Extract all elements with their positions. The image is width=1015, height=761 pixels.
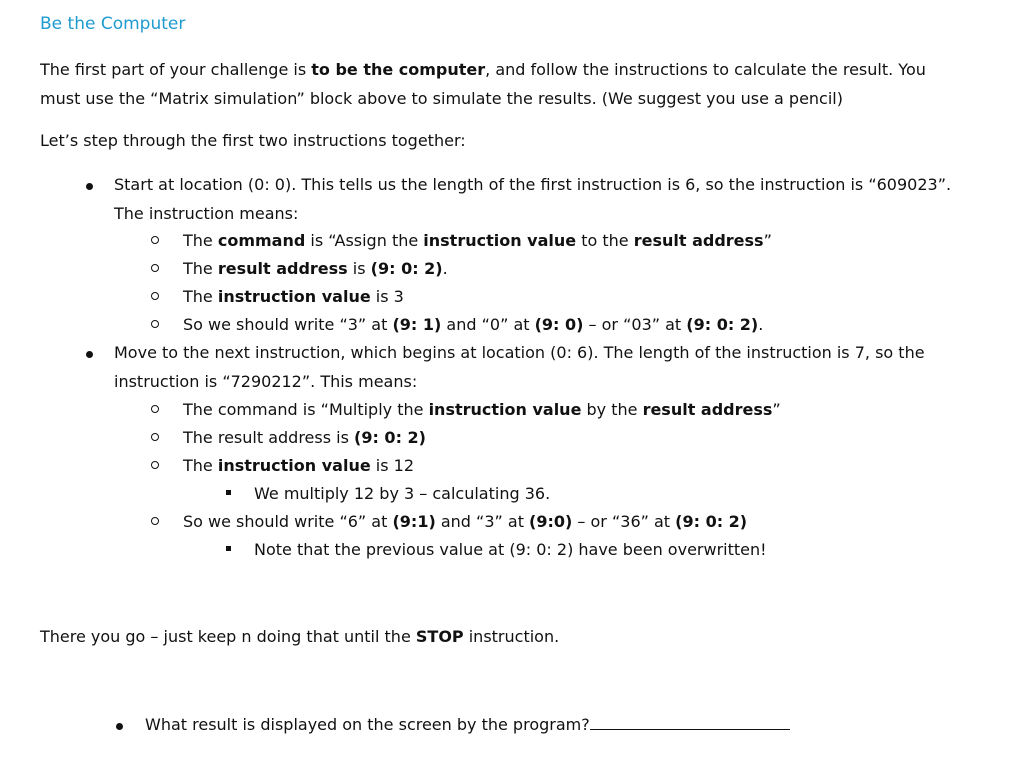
question-line [145, 714, 790, 736]
step2-line-1: Move to the next instruction, which begins at location (0: 6). The length of the instruction is 7, so the [114, 343, 925, 362]
step1-sub-3: The instruction value is 3 [183, 287, 404, 306]
intro-line-2: must use the “Matrix simulation” block above to simulate the results. (We suggest you use a pencil) [40, 89, 843, 108]
intro-line-1: The first part of your challenge is to be the computer, and follow the instructions to calculate the result. You [40, 60, 926, 79]
page-title: Be the Computer [40, 14, 186, 34]
bullet-icon [86, 351, 93, 358]
question-text: What result is displayed on the screen by the program? [145, 715, 590, 734]
step2-line-2: instruction is “7290212”. This means: [114, 372, 418, 391]
circle-bullet-icon [151, 264, 159, 272]
circle-bullet-icon [151, 433, 159, 441]
step1-sub-4: So we should write “3” at (9: 1) and “0” at (9: 0) – or “03” at (9: 0: 2). [183, 315, 764, 334]
step2-sub-1: The command is “Multiply the instruction value by the result address” [183, 400, 781, 419]
circle-bullet-icon [151, 461, 159, 469]
bullet-icon [116, 723, 123, 730]
step1-sub-1: The command is “Assign the instruction value to the result address” [183, 231, 772, 250]
step1-line-1: Start at location (0: 0). This tells us the length of the first instruction is 6, so the instruction is “609023”. [114, 175, 952, 194]
step2-sub-3: The instruction value is 12 [183, 456, 415, 475]
square-bullet-icon [226, 490, 231, 495]
outro-text: There you go – just keep n doing that until the STOP instruction. [40, 627, 560, 646]
step2-sub-2: The result address is (9: 0: 2) [183, 428, 426, 447]
bullet-icon [86, 183, 93, 190]
step-intro: Let’s step through the first two instructions together: [40, 131, 466, 150]
circle-bullet-icon [151, 236, 159, 244]
step2-sub-4-detail: Note that the previous value at (9: 0: 2) have been overwritten! [254, 540, 767, 559]
step2-sub-3-detail: We multiply 12 by 3 – calculating 36. [254, 484, 551, 503]
step1-line-2: The instruction means: [114, 204, 299, 223]
circle-bullet-icon [151, 517, 159, 525]
circle-bullet-icon [151, 292, 159, 300]
circle-bullet-icon [151, 405, 159, 413]
circle-bullet-icon [151, 320, 159, 328]
answer-blank[interactable] [590, 715, 790, 730]
step1-sub-2: The result address is (9: 0: 2). [183, 259, 448, 278]
square-bullet-icon [226, 546, 231, 551]
step2-sub-4: So we should write “6” at (9:1) and “3” at (9:0) – or “36” at (9: 0: 2) [183, 512, 748, 531]
